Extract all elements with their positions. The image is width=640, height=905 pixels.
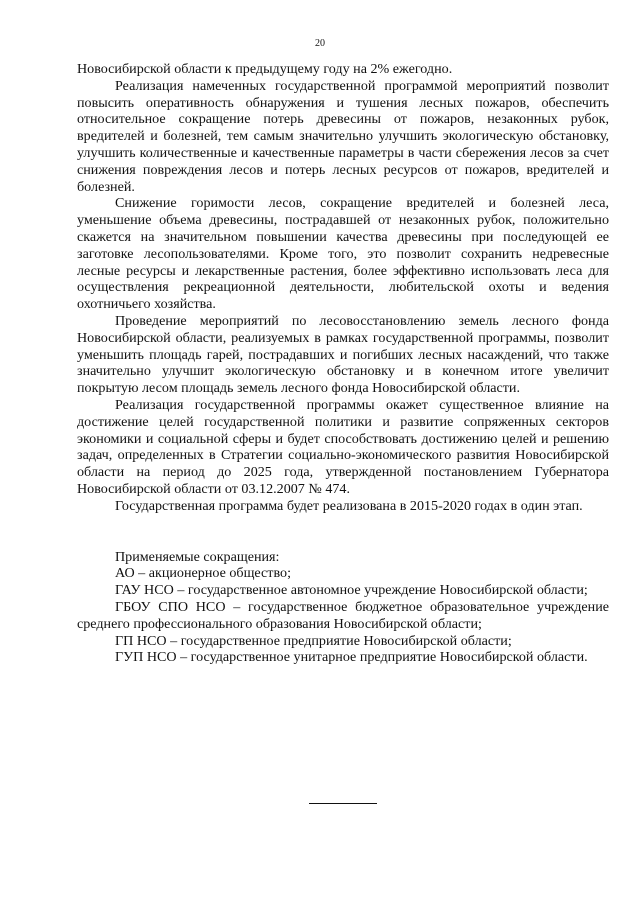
paragraph-program-period: Государственная программа будет реализована в 2015-2020 годах в один этап.	[115, 497, 583, 514]
abbreviation-item: АО – акционерное общество;	[115, 565, 291, 582]
abbreviation-item: ГУП НСО – государственное унитарное предприятие Новосибирской области.	[115, 649, 588, 666]
abbreviation-item: ГБОУ СПО НСО – государственное бюджетное образовательное учреждение среднего профессионального образования Новосибирской области;	[77, 598, 609, 632]
paragraph-forest-fire-measures: Реализация намеченных государственной программой мероприятий позволит повысить оперативность обнаружения и тушения лесных пожаров, обеспечить относительное сокращение потерь древесины от пожаров, незаконных рубок, вредителей и болезней, тем самым значительно улучшить экологическую обстановку, улучшить количественные и качественные параметры в части сбережения лесов за счет снижения повреждения лесов и потерь лесных ресурсов от пожаров, вредителей и болезней.	[77, 77, 609, 195]
section-spacer	[77, 515, 609, 549]
paragraph-reforestation: Проведение мероприятий по лесовосстановлению земель лесного фонда Новосибирской области, реализуемых в рамках государственной программы, позволит уменьшить площадь гарей, пострадавших и погибших лесных насаждений, что также значительно улучшит экологическую обстановку и в конечном итоге увеличит покрытую лесом площадь земель лесного фонда Новосибирской области.	[77, 312, 609, 397]
abbreviations-list	[77, 549, 609, 667]
document-body	[77, 61, 609, 666]
paragraph-wood-quality: Снижение горимости лесов, сокращение вредителей и болезней леса, уменьшение объема древесины, пострадавшей от незаконных рубок, положительно скажется на значительном повышении качества древесины при последующей ее заготовке лесопользователями. Кроме того, это позволит сохранить недревесные лесные ресурсы и лекарственные растения, более эффективно использовать леса для осуществления рекреационной деятельности, любительской охоты и ведения охотничьего хозяйства.	[77, 195, 609, 313]
paragraph-strategy-impact: Реализация государственной программы окажет существенное влияние на достижение целей государственной политики и развитие сопряженных секторов экономики и социальной сферы и будет способствовать достижению целей и решению задач, определенных в Стратегии социально-экономического развития Новосибирской области на период до 2025 года, утвержденной постановлением Губернатора Новосибирской области от 03.12.2007 № 474.	[77, 396, 609, 497]
abbreviation-item: ГП НСО – государственное предприятие Новосибирской области;	[115, 632, 512, 649]
page-number: 20	[315, 38, 325, 49]
abbreviation-item: ГАУ НСО – государственное автономное учреждение Новосибирской области;	[115, 582, 588, 599]
end-of-document-divider	[309, 803, 377, 804]
paragraph-continuation: Новосибирской области к предыдущему году на 2% ежегодно.	[77, 61, 453, 77]
abbreviations-heading: Применяемые сокращения:	[115, 548, 280, 565]
